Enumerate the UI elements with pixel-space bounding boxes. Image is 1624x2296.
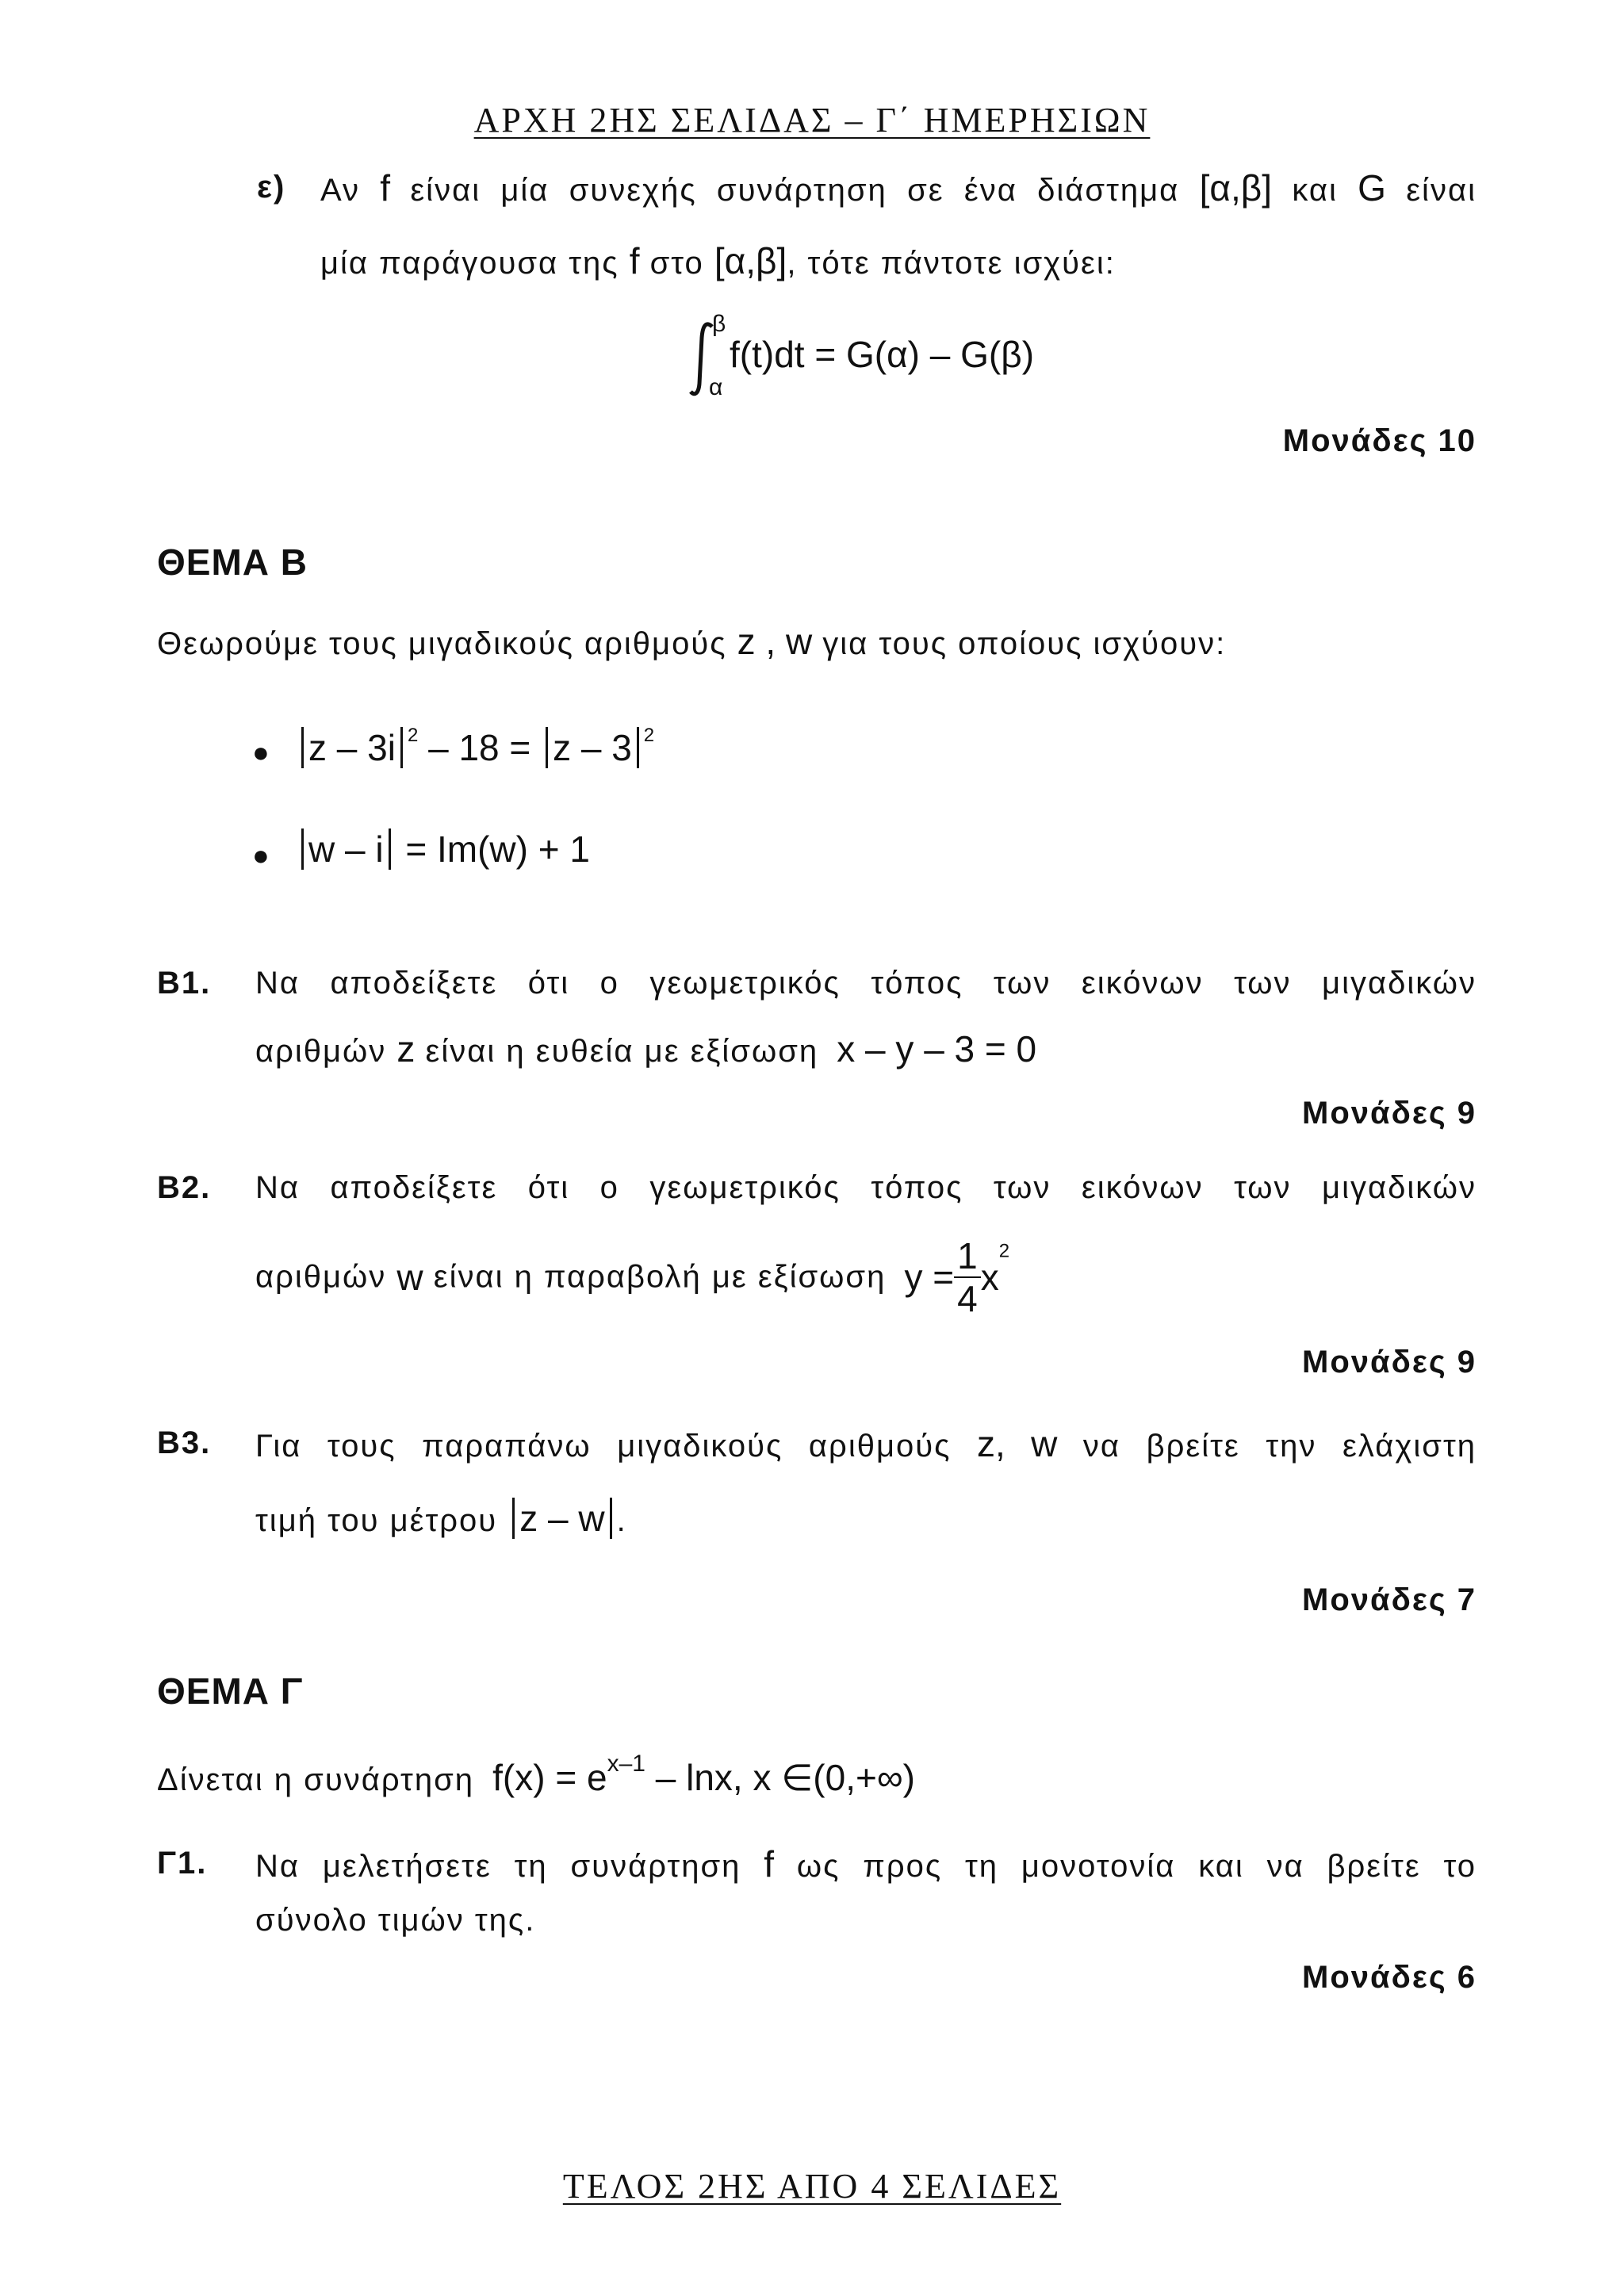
item-e-label: ε) bbox=[257, 170, 286, 205]
b3-number: Β3. bbox=[157, 1425, 212, 1460]
b3-line1: Για τους παραπάνω μιγαδικούς αριθμούς z, w να βρείτε την ελάχιστη bbox=[255, 1423, 1477, 1464]
item-e-line1: Αν f είναι μία συνεχής συνάρτηση σε ένα διάστημα [α,β] και G είναι bbox=[320, 167, 1477, 209]
b1-line2: αριθμών z είναι η ευθεία με εξίσωση x – y – 3 = 0 bbox=[255, 1028, 1037, 1070]
integral-lower: α bbox=[709, 374, 723, 400]
g1-number: Γ1. bbox=[157, 1846, 208, 1881]
b2-line2: αριθμών w είναι η παραβολή με εξίσωση y = $\frac{1}{4}$ $x^2$ bbox=[255, 1235, 1012, 1319]
g1-line1: Να μελετήσετε τη συνάρτηση f ως προς τη μονοτονία και να βρείτε το bbox=[255, 1843, 1477, 1885]
bullet-1: ● bbox=[252, 736, 270, 768]
b3-line2: τιμή του μέτρου z – w . bbox=[255, 1498, 627, 1539]
marks-e: Μονάδες 10 bbox=[1282, 423, 1477, 458]
integral-formula bbox=[688, 311, 1085, 406]
page-footer: ΤΕΛΟΣ 2ΗΣ ΑΠΟ 4 ΣΕΛΙΔΕΣ bbox=[562, 2167, 1062, 2206]
page-header: ΑΡΧΗ 2ΗΣ ΣΕΛΙΔΑΣ – Γ΄ ΗΜΕΡΗΣΙΩΝ bbox=[473, 101, 1151, 140]
section-title-g: ΘΕΜΑ Γ bbox=[157, 1670, 304, 1712]
thema-g-intro: Δίνεται η συνάρτηση $f(x) = e^{x-1} - \ln x$, x ∈(0,+∞) bbox=[157, 1751, 915, 1798]
marks-b2: Μονάδες 9 bbox=[1302, 1345, 1477, 1380]
marks-b3: Μονάδες 7 bbox=[1302, 1582, 1477, 1617]
b1-line1: Να αποδείξετε ότι ο γεωμετρικός τόπος των εικόνων των μιγαδικών bbox=[255, 966, 1477, 1001]
b1-number: Β1. bbox=[157, 966, 212, 1001]
integral-upper: β bbox=[712, 311, 726, 337]
marks-g1: Μονάδες 6 bbox=[1302, 1960, 1477, 1995]
bullet-2: ● bbox=[252, 839, 270, 871]
item-e-line2: μία παράγουσα της f στο [α,β], τότε πάντοτε ισχύει: bbox=[320, 240, 1116, 281]
section-title-b: ΘΕΜΑ Β bbox=[157, 541, 308, 583]
condition-2: w – i = Im(w) + 1 bbox=[297, 828, 590, 871]
integral-body: f(t)dt = G(α) – G(β) bbox=[730, 334, 1035, 375]
condition-1: z – 3i $^2$ – 18 = z – 3 $^2$ bbox=[297, 725, 654, 769]
g1-line2: σύνολο τιμών της. bbox=[255, 1903, 536, 1938]
b2-line1: Να αποδείξετε ότι ο γεωμετρικός τόπος των εικόνων των μιγαδικών bbox=[255, 1170, 1477, 1205]
thema-b-intro: Θεωρούμε τους μιγαδικούς αριθμούς z , w για τους οποίους ισχύουν: bbox=[157, 621, 1227, 662]
fraction-one-quarter: $\frac{1}{4}$ bbox=[954, 1235, 981, 1319]
marks-b1: Μονάδες 9 bbox=[1302, 1096, 1477, 1131]
b2-number: Β2. bbox=[157, 1170, 212, 1205]
